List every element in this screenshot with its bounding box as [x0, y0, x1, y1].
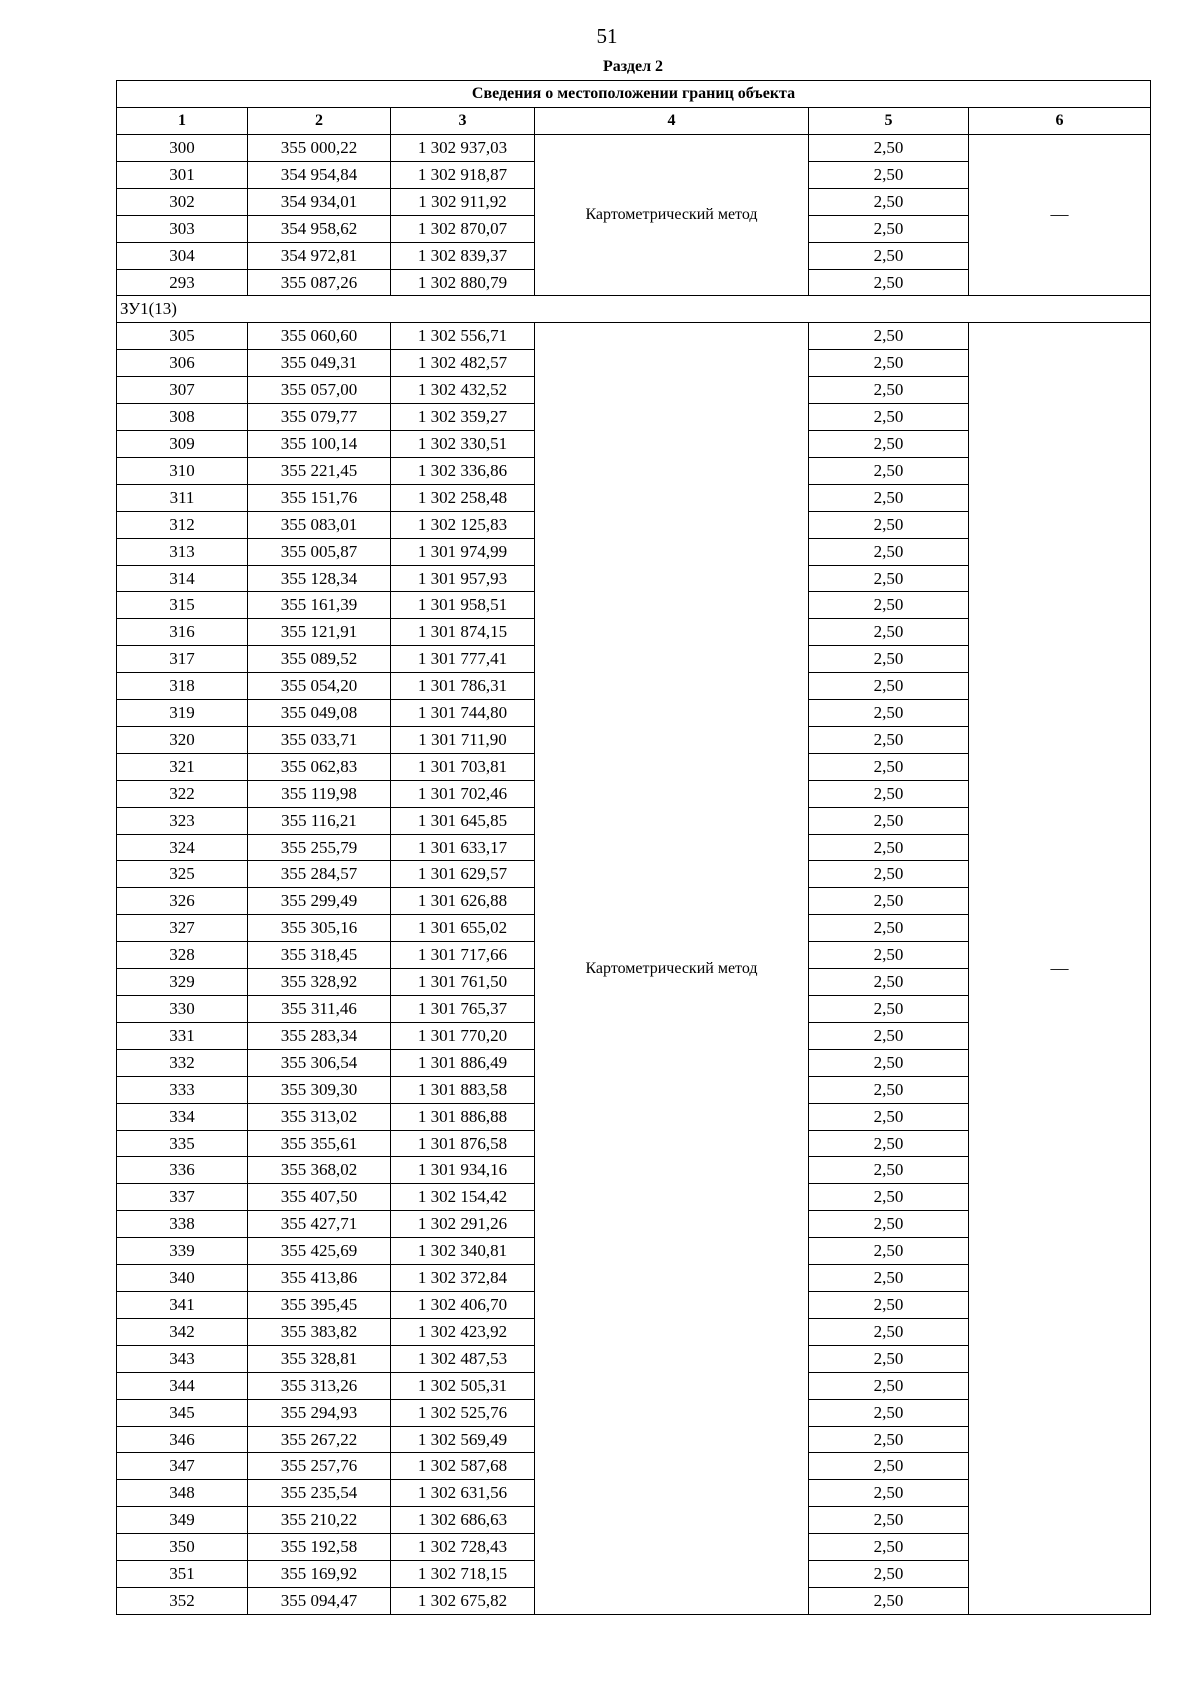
point-number: 309: [117, 430, 248, 457]
point-number: 349: [117, 1507, 248, 1534]
y-coordinate: 1 302 336,86: [391, 457, 535, 484]
point-number: 308: [117, 404, 248, 431]
y-coordinate: 1 302 125,83: [391, 511, 535, 538]
y-coordinate: 1 301 629,57: [391, 861, 535, 888]
point-number: 334: [117, 1103, 248, 1130]
accuracy-value: 2,50: [809, 430, 969, 457]
accuracy-value: 2,50: [809, 323, 969, 350]
point-number: 307: [117, 377, 248, 404]
y-coordinate: 1 302 918,87: [391, 161, 535, 188]
y-coordinate: 1 302 291,26: [391, 1211, 535, 1238]
point-number: 314: [117, 565, 248, 592]
y-coordinate: 1 302 359,27: [391, 404, 535, 431]
accuracy-value: 2,50: [809, 780, 969, 807]
x-coordinate: 355 255,79: [248, 834, 391, 861]
y-coordinate: 1 302 330,51: [391, 430, 535, 457]
x-coordinate: 355 049,31: [248, 350, 391, 377]
table-body: [117, 81, 1151, 1615]
x-coordinate: 355 284,57: [248, 861, 391, 888]
x-coordinate: 355 309,30: [248, 1076, 391, 1103]
x-coordinate: 355 257,76: [248, 1453, 391, 1480]
point-number: 346: [117, 1426, 248, 1453]
y-coordinate: 1 302 487,53: [391, 1345, 535, 1372]
accuracy-value: 2,50: [809, 861, 969, 888]
accuracy-value: 2,50: [809, 188, 969, 215]
y-coordinate: 1 301 974,99: [391, 538, 535, 565]
point-number: 321: [117, 753, 248, 780]
column-6-dash: —: [969, 135, 1151, 296]
x-coordinate: 355 221,45: [248, 457, 391, 484]
accuracy-value: 2,50: [809, 484, 969, 511]
accuracy-value: 2,50: [809, 1265, 969, 1292]
x-coordinate: 354 958,62: [248, 215, 391, 242]
accuracy-value: 2,50: [809, 915, 969, 942]
x-coordinate: 355 305,16: [248, 915, 391, 942]
group-header-row: [117, 296, 1151, 323]
point-number: 302: [117, 188, 248, 215]
point-number: 328: [117, 942, 248, 969]
y-coordinate: 1 302 569,49: [391, 1426, 535, 1453]
accuracy-value: 2,50: [809, 1426, 969, 1453]
y-coordinate: 1 302 880,79: [391, 269, 535, 296]
x-coordinate: 355 328,92: [248, 969, 391, 996]
accuracy-value: 2,50: [809, 753, 969, 780]
point-number: 300: [117, 135, 248, 162]
accuracy-value: 2,50: [809, 215, 969, 242]
x-coordinate: 355 054,20: [248, 673, 391, 700]
accuracy-value: 2,50: [809, 592, 969, 619]
point-number: 306: [117, 350, 248, 377]
accuracy-value: 2,50: [809, 242, 969, 269]
point-number: 330: [117, 996, 248, 1023]
point-number: 340: [117, 1265, 248, 1292]
x-coordinate: 355 062,83: [248, 753, 391, 780]
point-number: 319: [117, 700, 248, 727]
x-coordinate: 355 087,26: [248, 269, 391, 296]
x-coordinate: 355 121,91: [248, 619, 391, 646]
y-coordinate: 1 302 154,42: [391, 1184, 535, 1211]
x-coordinate: 355 169,92: [248, 1561, 391, 1588]
point-number: 313: [117, 538, 248, 565]
x-coordinate: 355 210,22: [248, 1507, 391, 1534]
y-coordinate: 1 302 340,81: [391, 1238, 535, 1265]
accuracy-value: 2,50: [809, 888, 969, 915]
y-coordinate: 1 302 937,03: [391, 135, 535, 162]
y-coordinate: 1 301 711,90: [391, 726, 535, 753]
x-coordinate: 355 425,69: [248, 1238, 391, 1265]
point-number: 305: [117, 323, 248, 350]
accuracy-value: 2,50: [809, 942, 969, 969]
accuracy-value: 2,50: [809, 1291, 969, 1318]
x-coordinate: 355 057,00: [248, 377, 391, 404]
point-number: 301: [117, 161, 248, 188]
accuracy-value: 2,50: [809, 1318, 969, 1345]
x-coordinate: 355 049,08: [248, 700, 391, 727]
x-coordinate: 355 294,93: [248, 1399, 391, 1426]
x-coordinate: 355 128,34: [248, 565, 391, 592]
y-coordinate: 1 302 686,63: [391, 1507, 535, 1534]
accuracy-value: 2,50: [809, 1211, 969, 1238]
y-coordinate: 1 301 886,49: [391, 1049, 535, 1076]
x-coordinate: 355 000,22: [248, 135, 391, 162]
y-coordinate: 1 301 786,31: [391, 673, 535, 700]
accuracy-value: 2,50: [809, 1130, 969, 1157]
x-coordinate: 355 267,22: [248, 1426, 391, 1453]
x-coordinate: 355 079,77: [248, 404, 391, 431]
x-coordinate: 355 427,71: [248, 1211, 391, 1238]
point-number: 352: [117, 1587, 248, 1614]
x-coordinate: 355 306,54: [248, 1049, 391, 1076]
accuracy-value: 2,50: [809, 1399, 969, 1426]
y-coordinate: 1 301 633,17: [391, 834, 535, 861]
column-header-row: [117, 108, 1151, 135]
y-coordinate: 1 302 587,68: [391, 1453, 535, 1480]
accuracy-value: 2,50: [809, 1561, 969, 1588]
y-coordinate: 1 301 886,88: [391, 1103, 535, 1130]
column-header-6: 6: [969, 108, 1151, 135]
y-coordinate: 1 301 934,16: [391, 1157, 535, 1184]
accuracy-value: 2,50: [809, 1238, 969, 1265]
point-number: 312: [117, 511, 248, 538]
point-number: 341: [117, 1291, 248, 1318]
x-coordinate: 355 161,39: [248, 592, 391, 619]
accuracy-value: 2,50: [809, 726, 969, 753]
column-header-4: 4: [535, 108, 809, 135]
point-number: 339: [117, 1238, 248, 1265]
point-number: 338: [117, 1211, 248, 1238]
accuracy-value: 2,50: [809, 377, 969, 404]
x-coordinate: 355 313,26: [248, 1372, 391, 1399]
boundary-coordinates-table: [116, 80, 1151, 1615]
x-coordinate: 355 368,02: [248, 1157, 391, 1184]
point-number: 350: [117, 1534, 248, 1561]
x-coordinate: 355 311,46: [248, 996, 391, 1023]
accuracy-value: 2,50: [809, 807, 969, 834]
point-number: 327: [117, 915, 248, 942]
x-coordinate: 355 328,81: [248, 1345, 391, 1372]
y-coordinate: 1 301 765,37: [391, 996, 535, 1023]
x-coordinate: 355 151,76: [248, 484, 391, 511]
point-number: 323: [117, 807, 248, 834]
y-coordinate: 1 301 702,46: [391, 780, 535, 807]
point-number: 342: [117, 1318, 248, 1345]
y-coordinate: 1 301 777,41: [391, 646, 535, 673]
accuracy-value: 2,50: [809, 457, 969, 484]
y-coordinate: 1 302 675,82: [391, 1587, 535, 1614]
column-6-dash: —: [969, 323, 1151, 1615]
x-coordinate: 355 318,45: [248, 942, 391, 969]
accuracy-value: 2,50: [809, 511, 969, 538]
accuracy-value: 2,50: [809, 1372, 969, 1399]
y-coordinate: 1 302 432,52: [391, 377, 535, 404]
point-number: 345: [117, 1399, 248, 1426]
x-coordinate: 355 407,50: [248, 1184, 391, 1211]
y-coordinate: 1 301 957,93: [391, 565, 535, 592]
point-number: 293: [117, 269, 248, 296]
accuracy-value: 2,50: [809, 1587, 969, 1614]
accuracy-value: 2,50: [809, 1157, 969, 1184]
point-number: 325: [117, 861, 248, 888]
y-coordinate: 1 301 761,50: [391, 969, 535, 996]
x-coordinate: 355 413,86: [248, 1265, 391, 1292]
accuracy-value: 2,50: [809, 1507, 969, 1534]
point-number: 318: [117, 673, 248, 700]
x-coordinate: 355 116,21: [248, 807, 391, 834]
x-coordinate: 355 083,01: [248, 511, 391, 538]
y-coordinate: 1 301 626,88: [391, 888, 535, 915]
group-label: ЗУ1(13): [117, 296, 1151, 323]
point-number: 324: [117, 834, 248, 861]
table-title-row: [117, 81, 1151, 108]
point-number: 343: [117, 1345, 248, 1372]
accuracy-value: 2,50: [809, 834, 969, 861]
y-coordinate: 1 302 718,15: [391, 1561, 535, 1588]
accuracy-value: 2,50: [809, 135, 969, 162]
point-number: 337: [117, 1184, 248, 1211]
x-coordinate: 355 119,98: [248, 780, 391, 807]
point-number: 333: [117, 1076, 248, 1103]
accuracy-value: 2,50: [809, 1480, 969, 1507]
y-coordinate: 1 301 645,85: [391, 807, 535, 834]
table-row: [117, 135, 1151, 162]
column-header-2: 2: [248, 108, 391, 135]
point-number: 310: [117, 457, 248, 484]
x-coordinate: 355 100,14: [248, 430, 391, 457]
accuracy-value: 2,50: [809, 996, 969, 1023]
y-coordinate: 1 301 717,66: [391, 942, 535, 969]
accuracy-value: 2,50: [809, 1049, 969, 1076]
x-coordinate: 355 283,34: [248, 1022, 391, 1049]
point-number: 332: [117, 1049, 248, 1076]
table-row: [117, 323, 1151, 350]
y-coordinate: 1 301 883,58: [391, 1076, 535, 1103]
x-coordinate: 354 934,01: [248, 188, 391, 215]
x-coordinate: 355 060,60: [248, 323, 391, 350]
point-number: 335: [117, 1130, 248, 1157]
accuracy-value: 2,50: [809, 673, 969, 700]
y-coordinate: 1 302 258,48: [391, 484, 535, 511]
accuracy-value: 2,50: [809, 350, 969, 377]
y-coordinate: 1 302 728,43: [391, 1534, 535, 1561]
method-cell: Картометрический метод: [535, 135, 809, 296]
point-number: 347: [117, 1453, 248, 1480]
y-coordinate: 1 301 703,81: [391, 753, 535, 780]
accuracy-value: 2,50: [809, 619, 969, 646]
y-coordinate: 1 302 839,37: [391, 242, 535, 269]
y-coordinate: 1 302 525,76: [391, 1399, 535, 1426]
point-number: 348: [117, 1480, 248, 1507]
point-number: 311: [117, 484, 248, 511]
accuracy-value: 2,50: [809, 404, 969, 431]
x-coordinate: 355 094,47: [248, 1587, 391, 1614]
accuracy-value: 2,50: [809, 565, 969, 592]
y-coordinate: 1 301 876,58: [391, 1130, 535, 1157]
x-coordinate: 355 383,82: [248, 1318, 391, 1345]
accuracy-value: 2,50: [809, 646, 969, 673]
y-coordinate: 1 301 770,20: [391, 1022, 535, 1049]
accuracy-value: 2,50: [809, 269, 969, 296]
column-header-5: 5: [809, 108, 969, 135]
point-number: 326: [117, 888, 248, 915]
y-coordinate: 1 302 505,31: [391, 1372, 535, 1399]
column-header-1: 1: [117, 108, 248, 135]
point-number: 320: [117, 726, 248, 753]
accuracy-value: 2,50: [809, 161, 969, 188]
point-number: 329: [117, 969, 248, 996]
y-coordinate: 1 301 874,15: [391, 619, 535, 646]
x-coordinate: 355 313,02: [248, 1103, 391, 1130]
y-coordinate: 1 302 423,92: [391, 1318, 535, 1345]
y-coordinate: 1 302 911,92: [391, 188, 535, 215]
point-number: 344: [117, 1372, 248, 1399]
accuracy-value: 2,50: [809, 538, 969, 565]
y-coordinate: 1 302 482,57: [391, 350, 535, 377]
accuracy-value: 2,50: [809, 1076, 969, 1103]
accuracy-value: 2,50: [809, 1453, 969, 1480]
point-number: 351: [117, 1561, 248, 1588]
accuracy-value: 2,50: [809, 700, 969, 727]
point-number: 303: [117, 215, 248, 242]
point-number: 304: [117, 242, 248, 269]
x-coordinate: 355 089,52: [248, 646, 391, 673]
y-coordinate: 1 302 372,84: [391, 1265, 535, 1292]
point-number: 336: [117, 1157, 248, 1184]
section-label: Раздел 2: [602, 58, 664, 75]
x-coordinate: 354 954,84: [248, 161, 391, 188]
accuracy-value: 2,50: [809, 1103, 969, 1130]
y-coordinate: 1 301 744,80: [391, 700, 535, 727]
y-coordinate: 1 302 406,70: [391, 1291, 535, 1318]
x-coordinate: 355 299,49: [248, 888, 391, 915]
point-number: 315: [117, 592, 248, 619]
accuracy-value: 2,50: [809, 1184, 969, 1211]
y-coordinate: 1 301 958,51: [391, 592, 535, 619]
y-coordinate: 1 302 631,56: [391, 1480, 535, 1507]
method-cell: Картометрический метод: [535, 323, 809, 1615]
x-coordinate: 355 192,58: [248, 1534, 391, 1561]
x-coordinate: 355 235,54: [248, 1480, 391, 1507]
page-number: 51: [596, 24, 618, 48]
point-number: 316: [117, 619, 248, 646]
x-coordinate: 354 972,81: [248, 242, 391, 269]
accuracy-value: 2,50: [809, 969, 969, 996]
x-coordinate: 355 355,61: [248, 1130, 391, 1157]
y-coordinate: 1 301 655,02: [391, 915, 535, 942]
x-coordinate: 355 005,87: [248, 538, 391, 565]
accuracy-value: 2,50: [809, 1345, 969, 1372]
column-header-3: 3: [391, 108, 535, 135]
accuracy-value: 2,50: [809, 1022, 969, 1049]
y-coordinate: 1 302 556,71: [391, 323, 535, 350]
point-number: 322: [117, 780, 248, 807]
point-number: 317: [117, 646, 248, 673]
table-title: Сведения о местоположении границ объекта: [117, 81, 1151, 108]
y-coordinate: 1 302 870,07: [391, 215, 535, 242]
x-coordinate: 355 033,71: [248, 726, 391, 753]
point-number: 331: [117, 1022, 248, 1049]
accuracy-value: 2,50: [809, 1534, 969, 1561]
x-coordinate: 355 395,45: [248, 1291, 391, 1318]
